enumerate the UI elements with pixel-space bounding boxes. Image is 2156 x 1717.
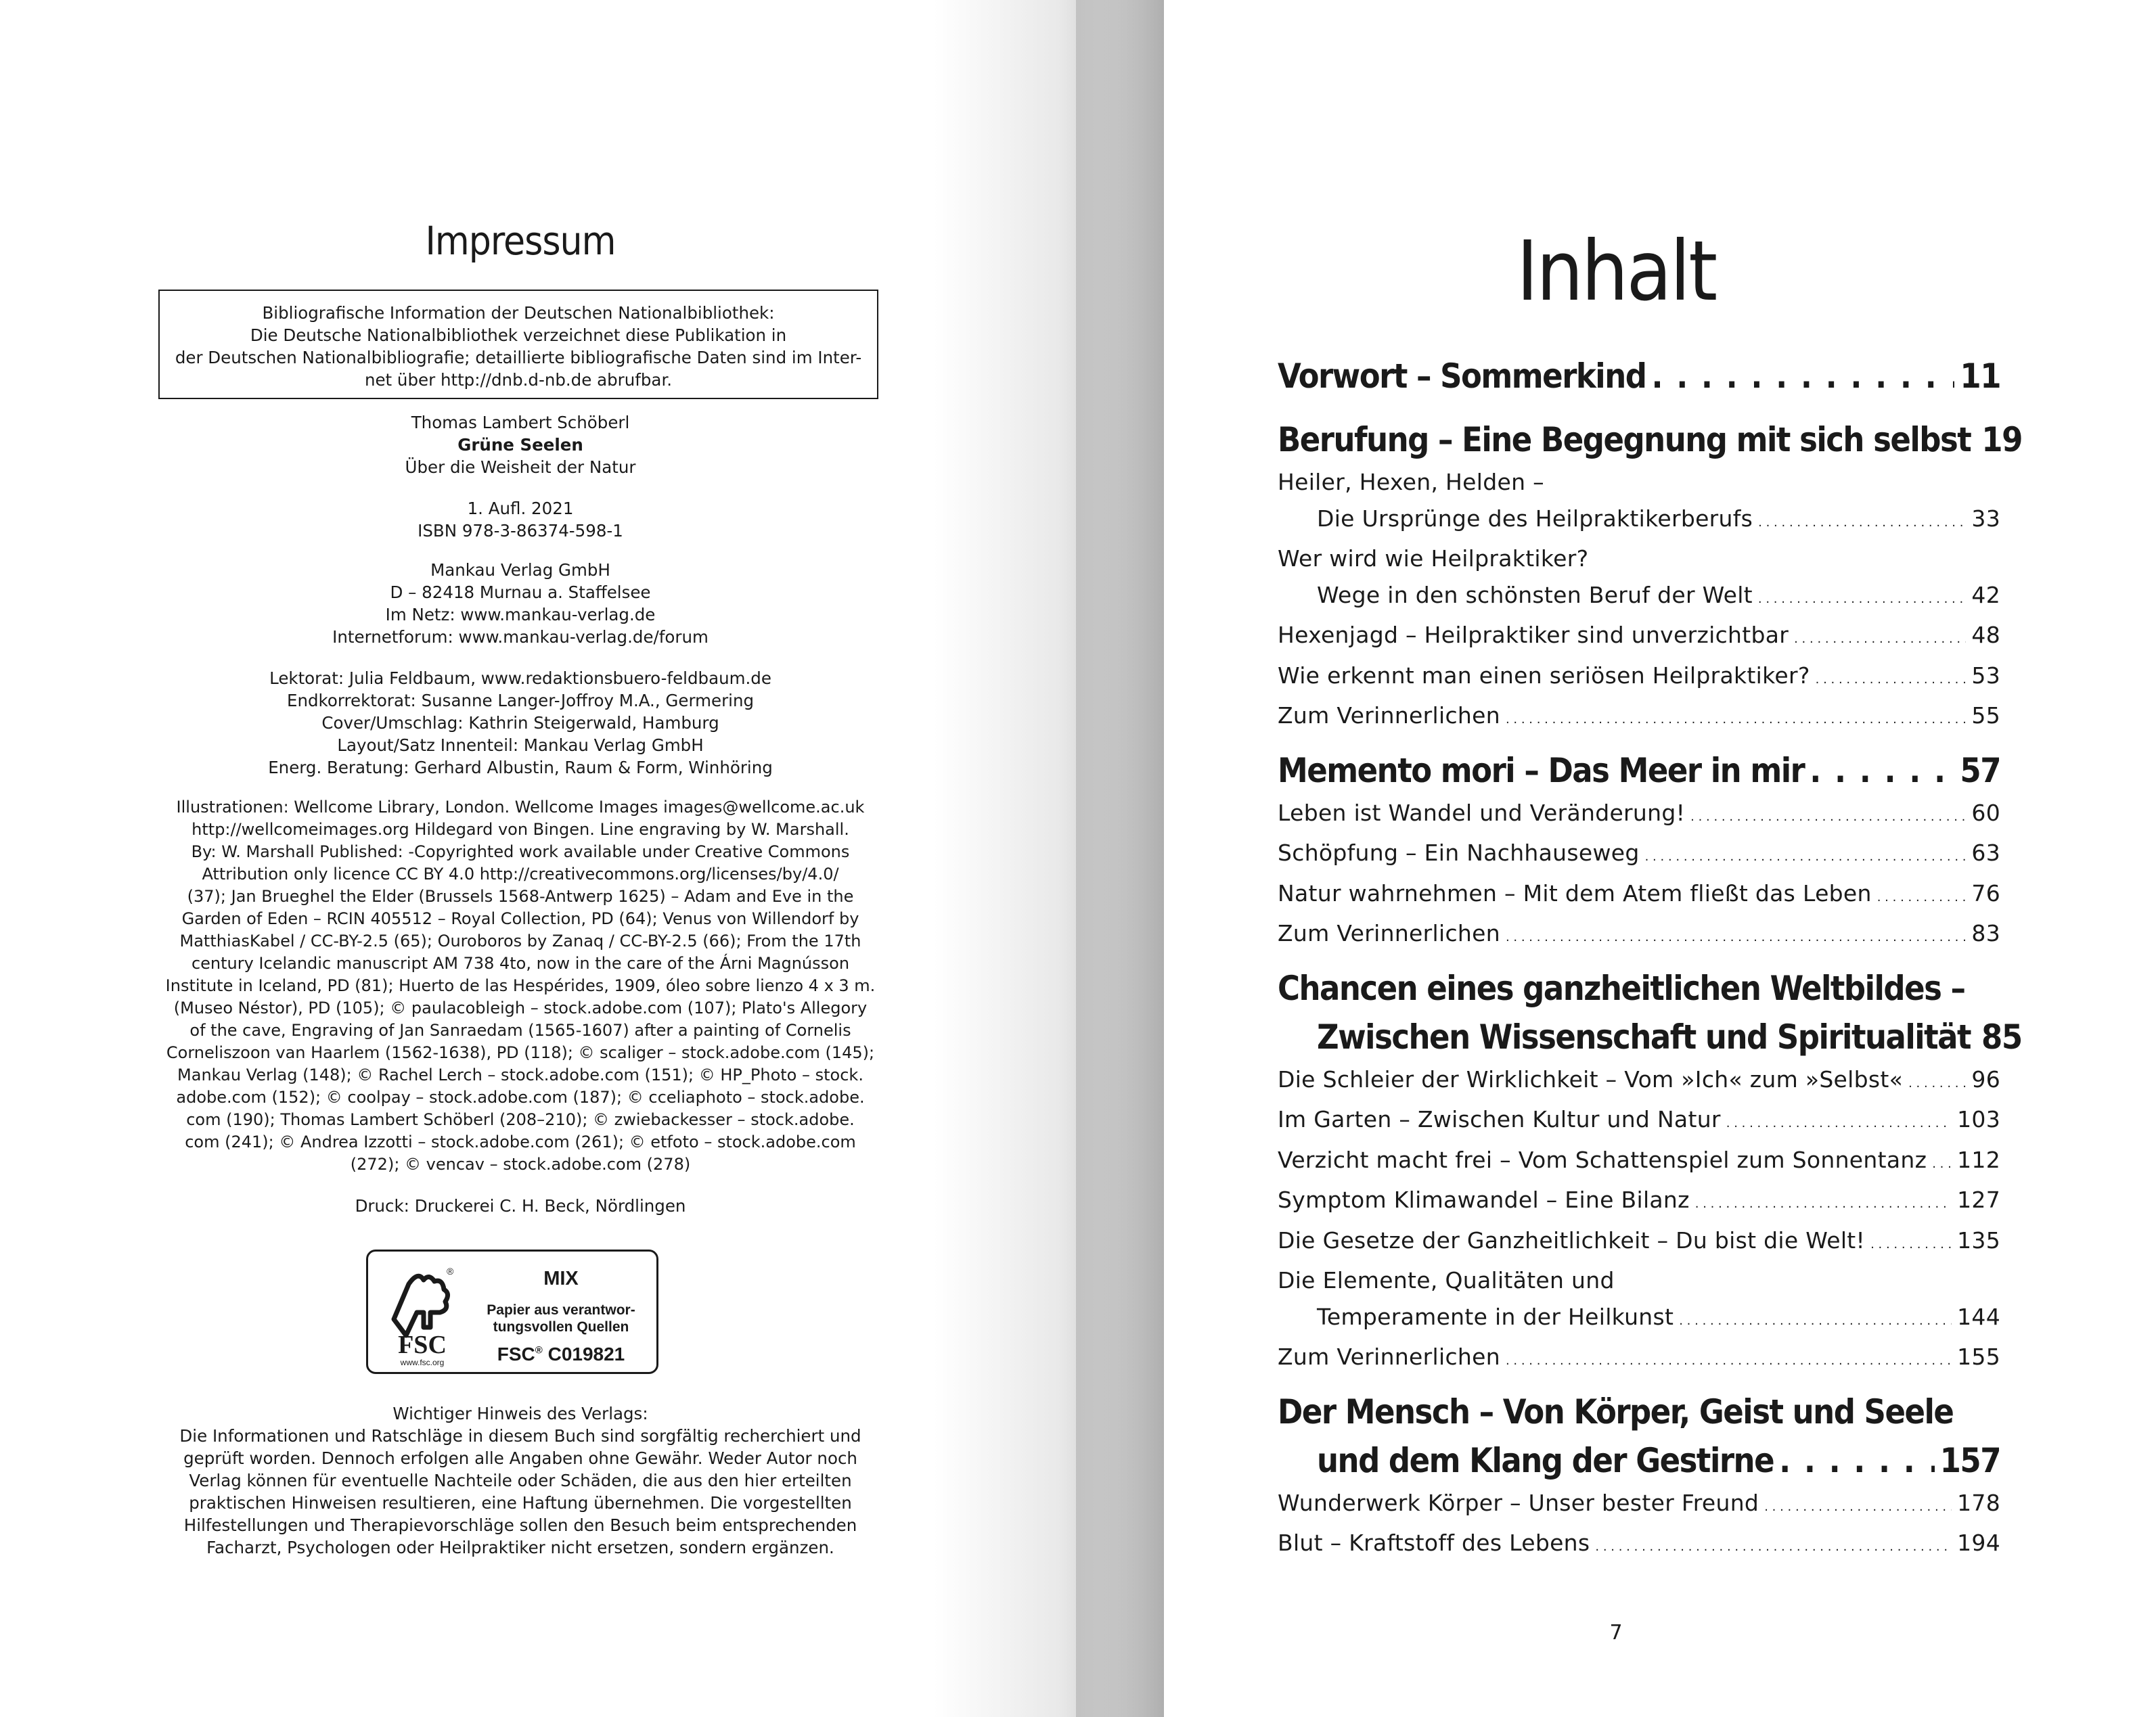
toc-subentry-title: Die Elemente, Qualitäten und [1278, 1267, 1615, 1294]
toc-subentry-title: Wege in den schönsten Beruf der Welt [1317, 581, 1753, 608]
toc-subentry[interactable] [1278, 915, 2000, 956]
notice-line: Verlag können für eventuelle Nachteile oder Schäden, die aus den hier erteilten [189, 1471, 852, 1490]
illustration-line: (Museo Néstor), PD (105); © paulacobleigh – stock.adobe.com (107); Plato's Allegory [173, 999, 868, 1017]
toc-leader-dots [1908, 1061, 1966, 1102]
toc-chapter[interactable] [1278, 746, 2000, 795]
toc-leader-dots [1764, 1485, 1952, 1526]
toc-page-number: 155 [1957, 1344, 2000, 1370]
toc-subentry-title: Symptom Klimawandel – Eine Bilanz [1278, 1187, 1690, 1213]
toc-subentry-title: Blut – Kraftstoff des Lebens [1278, 1530, 1590, 1556]
toc-leader-dots [1506, 915, 1966, 956]
toc-page-number: 55 [1971, 702, 2000, 729]
toc-subentry-title: Zum Verinnerlichen [1278, 920, 1500, 946]
toc-page-number: 11 [1960, 357, 2000, 396]
notice-line: Die Informationen und Ratschläge in diesem Buch sind sorgfältig recherchiert und [179, 1426, 861, 1446]
edition-info [158, 497, 882, 542]
toc-leader-dots [1506, 1339, 1952, 1379]
printer: Druck: Druckerei C. H. Beck, Nördlingen [355, 1196, 686, 1216]
fsc-logo-text: FSC [398, 1331, 447, 1359]
toc-subentry-line [1278, 464, 2000, 501]
toc-subentry-title: Wie erkennt man einen seriösen Heilpraktiker? [1278, 662, 1810, 689]
toc-chapter-line [1278, 1388, 2000, 1436]
toc-page-number: 96 [1971, 1066, 2000, 1093]
toc-leader-dots [1810, 746, 1954, 795]
toc-page-number: 19 [1981, 420, 2022, 459]
toc-page-number: 112 [1957, 1146, 2000, 1173]
toc-subentry-line [1278, 541, 2000, 577]
contents-title: Inhalt [1516, 223, 1716, 319]
notice-line: Facharzt, Psychologen oder Heilpraktiker nicht ersetzen, sondern ergänzen. [206, 1538, 834, 1557]
illustration-line: of the cave, Engraving of Jan Sanraedam (1565-1607) after a painting of Cornelis [189, 1021, 851, 1040]
toc-subentry[interactable] [1278, 501, 2000, 541]
toc-chapter[interactable] [1278, 352, 2000, 400]
bib-line: Die Deutsche Nationalbibliothek verzeichnet diese Publikation in [250, 325, 787, 345]
page-number: 7 [1609, 1621, 1623, 1645]
bib-line: net über http://dnb.d-nb.de abrufbar. [364, 370, 673, 390]
illustration-line: Garden of Eden – RCIN 405512 – Royal Collection, PD (64); Venus von Willendorf by [181, 909, 859, 928]
illustration-line: Institute in Iceland, PD (81); Huerto de las Hespérides, 1909, óleo sobre lienzo 4 x 3 m. [165, 976, 876, 995]
toc-subentry[interactable] [1278, 1339, 2000, 1379]
toc-subentry[interactable] [1278, 1061, 2000, 1102]
toc-page-number: 85 [1981, 1017, 2022, 1057]
edition: 1. Aufl. 2021 [467, 499, 574, 518]
fsc-code [470, 1344, 652, 1365]
toc-page-number: 48 [1971, 622, 2000, 648]
credit-line: Cover/Umschlag: Kathrin Steigerwald, Hamburg [321, 713, 719, 733]
toc-chapter[interactable] [1278, 415, 2022, 464]
credit-line: Lektorat: Julia Feldbaum, www.redaktionsbuero-feldbaum.de [269, 668, 771, 688]
toc-page-number: 194 [1957, 1530, 2000, 1556]
toc-subentry[interactable] [1278, 1182, 2000, 1222]
author: Thomas Lambert Schöberl [411, 413, 630, 432]
toc-page-number: 103 [1957, 1106, 2000, 1132]
toc-subentry-title: Schöpfung – Ein Nachhauseweg [1278, 840, 1640, 866]
credit-line: Layout/Satz Innenteil: Mankau Verlag GmbH [337, 735, 704, 755]
toc-subentry-title: Die Gesetze der Ganzheitlichkeit – Du bist die Welt! [1278, 1227, 1866, 1254]
toc-leader-dots [1506, 697, 1966, 738]
toc-subentry[interactable] [1278, 1299, 2000, 1340]
illustration-line: (272); © vencav – stock.adobe.com (278) [350, 1155, 691, 1174]
bib-line: der Deutschen Nationalbibliografie; detaillierte bibliografische Daten sind im Inter- [175, 348, 862, 367]
illustration-line: com (190); Thomas Lambert Schöberl (208–210); © zwiebackesser – stock.adobe. [186, 1110, 855, 1129]
book-subtitle: Über die Weisheit der Natur [405, 457, 636, 477]
toc-subentry-title: Zum Verinnerlichen [1278, 702, 1500, 729]
toc-chapter-title: und dem Klang der Gestirne [1317, 1440, 1774, 1480]
toc-leader-dots [1645, 835, 1967, 875]
fsc-tree-logo-icon [379, 1261, 466, 1369]
toc-chapter-title: Vorwort – Sommerkind [1278, 357, 1646, 396]
toc-subentry-title: Die Schleier der Wirklichkeit – Vom »Ich« zum »Selbst« [1278, 1066, 1904, 1093]
toc-page-number: 127 [1957, 1187, 2000, 1213]
toc-subentry-title: Temperamente in der Heilkunst [1317, 1303, 1674, 1330]
toc-page-number: 57 [1960, 750, 2000, 790]
credit-line: Energ. Beratung: Gerhard Albustin, Raum & Form, Winhöring [268, 758, 773, 777]
toc-leader-dots [1679, 1299, 1952, 1340]
fsc-mix: MIX [543, 1268, 579, 1289]
toc-subentry-title: Hexenjagd – Heilpraktiker sind unverzichtbar [1278, 622, 1789, 648]
toc-leader-dots [1758, 577, 1966, 618]
notice-line: geprüft worden. Dennoch erfolgen alle Angaben ohne Gewähr. Weder Autor noch [183, 1448, 857, 1468]
toc-leader-dots [1794, 617, 1966, 658]
toc-subentry-title: Die Ursprünge des Heilpraktikerberufs [1317, 505, 1753, 532]
illustration-line: By: W. Marshall Published: -Copyrighted work available under Creative Commons [191, 842, 850, 861]
toc-leader-dots [1690, 795, 1966, 835]
toc-subentry[interactable] [1278, 1222, 2000, 1263]
toc-subentry-title: Heiler, Hexen, Helden – [1278, 469, 1544, 495]
publisher-line: Internetforum: www.mankau-verlag.de/forum [332, 627, 709, 647]
toc-subentry[interactable] [1278, 697, 2000, 738]
toc-leader-dots [1651, 352, 1954, 400]
toc-chapter-title: Memento mori – Das Meer in mir [1278, 750, 1805, 790]
toc-leader-dots [1726, 1101, 1952, 1142]
illustration-line: Mankau Verlag (148); © Rachel Lerch – stock.adobe.com (151); © HP_Photo – stock. [177, 1066, 863, 1084]
fsc-label [366, 1250, 658, 1374]
toc-page-number: 76 [1971, 879, 2000, 907]
illustration-line: Illustrationen: Wellcome Library, London. Wellcome Images images@wellcome.ac.uk [176, 798, 865, 817]
fsc-desc-line: Papier aus verantwor- [487, 1302, 635, 1318]
contents-page [1076, 0, 2156, 1717]
toc-subentry[interactable] [1278, 617, 2000, 658]
toc-page-number: 83 [1971, 920, 2000, 946]
toc-subentry-title: Verzicht macht frei – Vom Schattenspiel zum Sonnentanz [1278, 1146, 1927, 1173]
toc-page-number: 60 [1971, 799, 2000, 826]
publisher-info [158, 559, 882, 648]
publisher-line: Im Netz: www.mankau-verlag.de [385, 605, 656, 624]
fsc-description [470, 1302, 652, 1335]
toc-subentry[interactable] [1278, 577, 2000, 618]
toc-subentry[interactable] [1278, 1485, 2000, 1526]
toc-chapter[interactable] [1278, 1436, 2000, 1485]
toc-leader-dots [1779, 1436, 1935, 1485]
bibliographic-info-box [158, 290, 878, 399]
toc-leader-dots [1877, 875, 1967, 916]
toc-page-number: 63 [1971, 840, 2000, 866]
illustration-line: http://wellcomeimages.org Hildegard von Bingen. Line engraving by W. Marshall. [192, 820, 849, 839]
toc-chapter-line [1278, 964, 2000, 1013]
notice-title: Wichtiger Hinweis des Verlags: [392, 1404, 648, 1423]
book-info [158, 411, 882, 478]
toc-chapter-title: Berufung – Eine Begegnung mit sich selbst [1278, 420, 1971, 459]
illustration-line: com (241); © Andrea Izzotti – stock.adobe.com (261); © etfoto – stock.adobe.com [185, 1132, 856, 1151]
table-of-contents [1278, 352, 2022, 1565]
toc-subentry[interactable] [1278, 875, 2000, 916]
notice-line: Hilfestellungen und Therapievorschläge sollen den Besuch beim entsprechenden [183, 1515, 857, 1535]
fsc-code-number: C019821 [547, 1344, 625, 1365]
toc-page-number: 42 [1971, 581, 2000, 608]
toc-chapter-title: Zwischen Wissenschaft und Spiritualität [1317, 1017, 1971, 1057]
toc-leader-dots [1932, 1142, 1952, 1183]
toc-leader-dots [1595, 1525, 1952, 1565]
illustration-line: (37); Jan Brueghel the Elder (Brussels 1568-Antwerp 1625) – Adam and Eve in the [187, 887, 854, 906]
toc-subentry[interactable] [1278, 658, 2000, 698]
fsc-desc-line: tungsvollen Quellen [493, 1319, 629, 1335]
toc-page-number: 157 [1939, 1440, 2000, 1480]
illustration-line: adobe.com (152); © coolpay – stock.adobe.com (187); © cceliaphoto – stock.adobe. [176, 1088, 865, 1107]
toc-leader-dots [1816, 658, 1967, 698]
toc-leader-dots [1758, 501, 1966, 541]
toc-leader-dots [1870, 1222, 1952, 1263]
toc-subentry-title: Zum Verinnerlichen [1278, 1344, 1500, 1370]
toc-subentry[interactable] [1278, 795, 2000, 835]
toc-subentry-title: Leben ist Wandel und Veränderung! [1278, 799, 1686, 826]
toc-leader-dots [1695, 1182, 1952, 1222]
toc-page-number: 53 [1971, 662, 2000, 689]
illustration-line: century Icelandic manuscript AM 738 4to, now in the care of the Árni Magnússon [191, 954, 850, 973]
toc-subentry-title: Im Garten – Zwischen Kultur und Natur [1278, 1106, 1721, 1132]
toc-subentry[interactable] [1278, 1525, 2000, 1565]
fsc-url: www.fsc.org [400, 1358, 445, 1367]
toc-subentry-title: Wunderwerk Körper – Unser bester Freund [1278, 1489, 1759, 1516]
book-title: Grüne Seelen [457, 435, 583, 455]
toc-page-number: 33 [1971, 505, 2000, 532]
toc-chapter[interactable] [1278, 1013, 2022, 1061]
toc-subentry[interactable] [1278, 1101, 2000, 1142]
credits [158, 667, 882, 779]
toc-subentry[interactable] [1278, 835, 2000, 875]
toc-subentry-title: Wer wird wie Heilpraktiker? [1278, 545, 1589, 572]
isbn: ISBN 978-3-86374-598-1 [418, 521, 623, 541]
impressum-page [0, 0, 1076, 1717]
bib-line: Bibliografische Information der Deutschen Nationalbibliothek: [262, 303, 775, 323]
credit-line: Endkorrektorat: Susanne Langer-Joffroy M.A., Germering [286, 691, 755, 710]
illustration-line: Corneliszoon van Haarlem (1562-1638), PD (118); © scaliger – stock.adobe.com (145); [166, 1043, 875, 1062]
illustration-credits [158, 796, 882, 1176]
toc-subentry-line [1278, 1262, 2000, 1299]
print-info [158, 1195, 882, 1217]
toc-subentry[interactable] [1278, 1142, 2000, 1183]
fsc-reg-mark: ® [447, 1266, 454, 1277]
toc-page-number: 135 [1957, 1227, 2000, 1254]
fsc-code-reg: ® [535, 1344, 543, 1356]
fsc-code-prefix: FSC [497, 1344, 535, 1365]
publisher-line: D – 82418 Murnau a. Staffelsee [390, 582, 651, 602]
publisher-line: Mankau Verlag GmbH [430, 560, 610, 580]
toc-subentry-title: Natur wahrnehmen – Mit dem Atem fließt das Leben [1278, 879, 1872, 907]
notice-line: praktischen Hinweisen resultieren, eine Haftung übernehmen. Die vorgestellten [189, 1493, 852, 1513]
illustration-line: Attribution only licence CC BY 4.0 http://creativecommons.org/licenses/by/4.0/ [202, 865, 839, 884]
toc-chapter-title: Der Mensch – Von Körper, Geist und Seele [1278, 1392, 1954, 1432]
toc-page-number: 178 [1957, 1489, 2000, 1516]
publisher-notice [158, 1402, 882, 1559]
impressum-title: Impressum [425, 218, 616, 264]
toc-page-number: 144 [1957, 1303, 2000, 1330]
illustration-line: MatthiasKabel / CC-BY-2.5 (65); Ouroboros by Zanaq / CC-BY-2.5 (66); From the 17th [179, 932, 861, 951]
toc-chapter-title: Chancen eines ganzheitlichen Weltbildes – [1278, 968, 1965, 1008]
